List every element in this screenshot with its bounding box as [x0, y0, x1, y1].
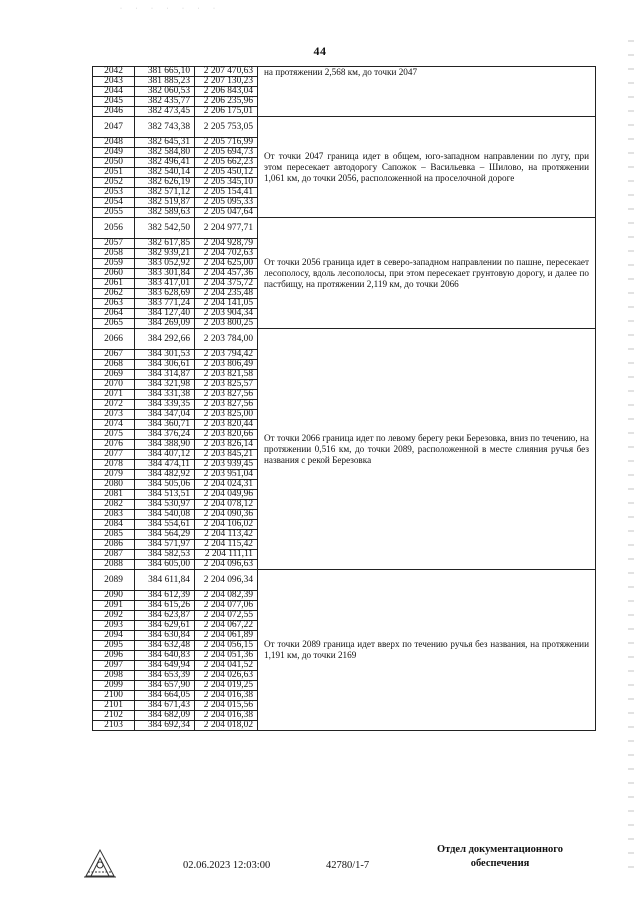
x-coordinate-cell: 383 628,69: [135, 289, 195, 299]
point-number-cell: 2050: [93, 158, 135, 168]
point-number-cell: 2042: [93, 67, 135, 77]
point-number-cell: 2060: [93, 269, 135, 279]
x-coordinate-cell: 384 657,90: [135, 681, 195, 691]
point-number-cell: 2069: [93, 370, 135, 380]
x-coordinate-cell: 384 571,97: [135, 540, 195, 550]
x-coordinate-cell: 384 649,94: [135, 661, 195, 671]
y-coordinate-cell: 2 207 470,63: [195, 67, 258, 77]
y-coordinate-cell: 2 203 821,58: [195, 370, 258, 380]
point-number-cell: 2046: [93, 107, 135, 117]
emblem-logo: [80, 844, 120, 880]
point-number-cell: 2081: [93, 490, 135, 500]
y-coordinate-cell: 2 204 019,25: [195, 681, 258, 691]
point-number-cell: 2101: [93, 701, 135, 711]
y-coordinate-cell: 2 203 800,25: [195, 319, 258, 329]
x-coordinate-cell: 384 269,09: [135, 319, 195, 329]
y-coordinate-cell: 2 203 827,56: [195, 390, 258, 400]
point-number-cell: 2076: [93, 440, 135, 450]
x-coordinate-cell: 381 665,10: [135, 67, 195, 77]
footer-datetime: 02.06.2023 12:03:00: [183, 860, 271, 871]
y-coordinate-cell: 2 203 826,14: [195, 440, 258, 450]
x-coordinate-cell: 384 682,09: [135, 711, 195, 721]
point-number-cell: 2082: [93, 500, 135, 510]
y-coordinate-cell: 2 205 095,33: [195, 198, 258, 208]
point-number-cell: 2102: [93, 711, 135, 721]
point-number-cell: 2068: [93, 360, 135, 370]
x-coordinate-cell: 384 388,90: [135, 440, 195, 450]
x-coordinate-cell: 382 584,80: [135, 148, 195, 158]
x-coordinate-cell: 383 301,84: [135, 269, 195, 279]
y-coordinate-cell: 2 204 015,56: [195, 701, 258, 711]
y-coordinate-cell: 2 203 825,00: [195, 410, 258, 420]
y-coordinate-cell: 2 205 753,05: [195, 117, 258, 138]
y-coordinate-cell: 2 203 794,42: [195, 350, 258, 360]
x-coordinate-cell: 384 629,61: [135, 621, 195, 631]
table-row: [93, 570, 596, 591]
point-number-cell: 2062: [93, 289, 135, 299]
y-coordinate-cell: 2 204 106,02: [195, 520, 258, 530]
x-coordinate-cell: 384 530,97: [135, 500, 195, 510]
x-coordinate-cell: 384 474,11: [135, 460, 195, 470]
point-number-cell: 2091: [93, 601, 135, 611]
y-coordinate-cell: 2 204 977,71: [195, 218, 258, 239]
point-number-cell: 2074: [93, 420, 135, 430]
point-number-cell: 2070: [93, 380, 135, 390]
y-coordinate-cell: 2 204 016,38: [195, 691, 258, 701]
y-coordinate-cell: 2 206 235,96: [195, 97, 258, 107]
x-coordinate-cell: 382 743,38: [135, 117, 195, 138]
y-coordinate-cell: 2 204 067,22: [195, 621, 258, 631]
x-coordinate-cell: 382 617,85: [135, 239, 195, 249]
y-coordinate-cell: 2 205 345,10: [195, 178, 258, 188]
x-coordinate-cell: 384 482,92: [135, 470, 195, 480]
page-number: 44: [313, 44, 327, 58]
point-number-cell: 2086: [93, 540, 135, 550]
point-number-cell: 2047: [93, 117, 135, 138]
footer-department-line2: обеспечения: [470, 858, 530, 869]
x-coordinate-cell: 382 540,14: [135, 168, 195, 178]
y-coordinate-cell: 2 205 716,99: [195, 138, 258, 148]
x-coordinate-cell: 384 347,04: [135, 410, 195, 420]
footer-document-code: 42780/1-7: [326, 860, 370, 871]
point-number-cell: 2073: [93, 410, 135, 420]
x-coordinate-cell: 384 632,48: [135, 641, 195, 651]
boundary-description: От точки 2089 граница идет вверх по течению ручья без названия, на протяжении 1,191 км, до точки 2169: [258, 570, 596, 731]
x-coordinate-cell: 384 605,00: [135, 560, 195, 570]
table-row: [93, 329, 596, 350]
x-coordinate-cell: 384 331,38: [135, 390, 195, 400]
x-coordinate-cell: 384 127,40: [135, 309, 195, 319]
x-coordinate-cell: 382 542,50: [135, 218, 195, 239]
x-coordinate-cell: 384 314,87: [135, 370, 195, 380]
y-coordinate-cell: 2 203 825,57: [195, 380, 258, 390]
scan-edge-noise: [628, 40, 634, 880]
y-coordinate-cell: 2 204 090,36: [195, 510, 258, 520]
x-coordinate-cell: 382 571,12: [135, 188, 195, 198]
x-coordinate-cell: 384 339,35: [135, 400, 195, 410]
y-coordinate-cell: 2 204 061,89: [195, 631, 258, 641]
x-coordinate-cell: 382 060,53: [135, 87, 195, 97]
x-coordinate-cell: 384 623,87: [135, 611, 195, 621]
boundary-description: От точки 2047 граница идет в общем, юго-западном направлении по лугу, при этом пересекает автодорогу Сапожок – Васильевка – Шилово, на протяжении 1,061 км, до точки 2056, расположенной на проселочной дороге: [258, 117, 596, 218]
table-row: [93, 67, 596, 77]
y-coordinate-cell: 2 204 041,52: [195, 661, 258, 671]
point-number-cell: 2084: [93, 520, 135, 530]
y-coordinate-cell: 2 203 806,49: [195, 360, 258, 370]
point-number-cell: 2100: [93, 691, 135, 701]
y-coordinate-cell: 2 204 111,11: [195, 550, 258, 560]
x-coordinate-cell: 384 630,84: [135, 631, 195, 641]
point-number-cell: 2054: [93, 198, 135, 208]
y-coordinate-cell: 2 204 141,05: [195, 299, 258, 309]
point-number-cell: 2059: [93, 259, 135, 269]
x-coordinate-cell: 382 496,41: [135, 158, 195, 168]
y-coordinate-cell: 2 203 845,21: [195, 450, 258, 460]
point-number-cell: 2080: [93, 480, 135, 490]
x-coordinate-cell: 382 519,87: [135, 198, 195, 208]
y-coordinate-cell: 2 206 175,01: [195, 107, 258, 117]
y-coordinate-cell: 2 204 016,38: [195, 711, 258, 721]
x-coordinate-cell: 382 626,19: [135, 178, 195, 188]
point-number-cell: 2088: [93, 560, 135, 570]
y-coordinate-cell: 2 204 026,63: [195, 671, 258, 681]
y-coordinate-cell: 2 205 450,12: [195, 168, 258, 178]
point-number-cell: 2051: [93, 168, 135, 178]
y-coordinate-cell: 2 204 078,12: [195, 500, 258, 510]
point-number-cell: 2057: [93, 239, 135, 249]
y-coordinate-cell: 2 204 457,36: [195, 269, 258, 279]
y-coordinate-cell: 2 205 154,41: [195, 188, 258, 198]
point-number-cell: 2096: [93, 651, 135, 661]
boundary-description: на протяжении 2,568 км, до точки 2047: [258, 67, 596, 117]
point-number-cell: 2094: [93, 631, 135, 641]
point-number-cell: 2071: [93, 390, 135, 400]
point-number-cell: 2090: [93, 591, 135, 601]
point-number-cell: 2067: [93, 350, 135, 360]
scan-top-marks: · · · · · · ·: [120, 6, 221, 12]
x-coordinate-cell: 384 540,08: [135, 510, 195, 520]
point-number-cell: 2049: [93, 148, 135, 158]
y-coordinate-cell: 2 203 820,66: [195, 430, 258, 440]
boundary-description: От точки 2056 граница идет в северо-западном направлении по пашне, пересекает лесополосу, вдоль лесополосы, при этом пересекает грунтовую дорогу, и далее по пастбищу, на протяжении 2,119 км, до точки 2066: [258, 218, 596, 329]
x-coordinate-cell: 384 582,53: [135, 550, 195, 560]
y-coordinate-cell: 2 204 625,00: [195, 259, 258, 269]
y-coordinate-cell: 2 205 694,73: [195, 148, 258, 158]
point-number-cell: 2097: [93, 661, 135, 671]
table-row: [93, 117, 596, 138]
footer-department-line1: Отдел документационного: [436, 844, 564, 855]
x-coordinate-cell: 384 407,12: [135, 450, 195, 460]
x-coordinate-cell: 384 692,34: [135, 721, 195, 731]
coordinates-table: [92, 66, 596, 731]
point-number-cell: 2045: [93, 97, 135, 107]
point-number-cell: 2093: [93, 621, 135, 631]
y-coordinate-cell: 2 204 077,06: [195, 601, 258, 611]
point-number-cell: 2095: [93, 641, 135, 651]
point-number-cell: 2078: [93, 460, 135, 470]
x-coordinate-cell: 384 653,39: [135, 671, 195, 681]
y-coordinate-cell: 2 203 951,04: [195, 470, 258, 480]
point-number-cell: 2063: [93, 299, 135, 309]
y-coordinate-cell: 2 204 049,96: [195, 490, 258, 500]
point-number-cell: 2087: [93, 550, 135, 560]
point-number-cell: 2043: [93, 77, 135, 87]
y-coordinate-cell: 2 205 662,23: [195, 158, 258, 168]
point-number-cell: 2098: [93, 671, 135, 681]
y-coordinate-cell: 2 203 939,45: [195, 460, 258, 470]
x-coordinate-cell: 384 664,05: [135, 691, 195, 701]
point-number-cell: 2092: [93, 611, 135, 621]
point-number-cell: 2053: [93, 188, 135, 198]
y-coordinate-cell: 2 204 082,39: [195, 591, 258, 601]
boundary-description: От точки 2066 граница идет по левому берегу реки Березовка, вниз по течению, на протяжении 0,516 км, до точки 2089, расположенной в месте слияния ручья без названия с рекой Березовка: [258, 329, 596, 570]
x-coordinate-cell: 383 771,24: [135, 299, 195, 309]
x-coordinate-cell: 384 554,61: [135, 520, 195, 530]
y-coordinate-cell: 2 204 056,15: [195, 641, 258, 651]
x-coordinate-cell: 384 360,71: [135, 420, 195, 430]
point-number-cell: 2099: [93, 681, 135, 691]
point-number-cell: 2064: [93, 309, 135, 319]
point-number-cell: 2089: [93, 570, 135, 591]
y-coordinate-cell: 2 204 235,48: [195, 289, 258, 299]
point-number-cell: 2066: [93, 329, 135, 350]
y-coordinate-cell: 2 204 096,63: [195, 560, 258, 570]
x-coordinate-cell: 384 321,98: [135, 380, 195, 390]
x-coordinate-cell: 383 052,92: [135, 259, 195, 269]
footer-department: [400, 843, 600, 871]
y-coordinate-cell: 2 204 072,55: [195, 611, 258, 621]
point-number-cell: 2056: [93, 218, 135, 239]
point-number-cell: 2055: [93, 208, 135, 218]
x-coordinate-cell: 384 301,53: [135, 350, 195, 360]
y-coordinate-cell: 2 206 843,04: [195, 87, 258, 97]
point-number-cell: 2083: [93, 510, 135, 520]
x-coordinate-cell: 382 435,77: [135, 97, 195, 107]
x-coordinate-cell: 384 505,06: [135, 480, 195, 490]
x-coordinate-cell: 384 306,61: [135, 360, 195, 370]
y-coordinate-cell: 2 204 115,42: [195, 540, 258, 550]
y-coordinate-cell: 2 203 904,34: [195, 309, 258, 319]
y-coordinate-cell: 2 204 928,79: [195, 239, 258, 249]
point-number-cell: 2052: [93, 178, 135, 188]
table-row: [93, 218, 596, 239]
point-number-cell: 2085: [93, 530, 135, 540]
y-coordinate-cell: 2 204 113,42: [195, 530, 258, 540]
point-number-cell: 2072: [93, 400, 135, 410]
x-coordinate-cell: 384 376,24: [135, 430, 195, 440]
x-coordinate-cell: 384 612,39: [135, 591, 195, 601]
x-coordinate-cell: 382 473,45: [135, 107, 195, 117]
x-coordinate-cell: 384 564,29: [135, 530, 195, 540]
y-coordinate-cell: 2 204 018,02: [195, 721, 258, 731]
y-coordinate-cell: 2 203 820,44: [195, 420, 258, 430]
x-coordinate-cell: 384 615,26: [135, 601, 195, 611]
y-coordinate-cell: 2 205 047,64: [195, 208, 258, 218]
y-coordinate-cell: 2 204 375,72: [195, 279, 258, 289]
x-coordinate-cell: 384 640,83: [135, 651, 195, 661]
y-coordinate-cell: 2 203 827,56: [195, 400, 258, 410]
y-coordinate-cell: 2 207 130,23: [195, 77, 258, 87]
x-coordinate-cell: 382 645,31: [135, 138, 195, 148]
x-coordinate-cell: 384 671,43: [135, 701, 195, 711]
x-coordinate-cell: 384 611,84: [135, 570, 195, 591]
point-number-cell: 2058: [93, 249, 135, 259]
point-number-cell: 2065: [93, 319, 135, 329]
y-coordinate-cell: 2 204 702,63: [195, 249, 258, 259]
point-number-cell: 2075: [93, 430, 135, 440]
point-number-cell: 2048: [93, 138, 135, 148]
x-coordinate-cell: 383 417,01: [135, 279, 195, 289]
x-coordinate-cell: 382 589,63: [135, 208, 195, 218]
point-number-cell: 2103: [93, 721, 135, 731]
x-coordinate-cell: 384 513,51: [135, 490, 195, 500]
x-coordinate-cell: 382 939,21: [135, 249, 195, 259]
point-number-cell: 2061: [93, 279, 135, 289]
y-coordinate-cell: 2 203 784,00: [195, 329, 258, 350]
x-coordinate-cell: 381 885,23: [135, 77, 195, 87]
point-number-cell: 2044: [93, 87, 135, 97]
point-number-cell: 2077: [93, 450, 135, 460]
point-number-cell: 2079: [93, 470, 135, 480]
y-coordinate-cell: 2 204 096,34: [195, 570, 258, 591]
y-coordinate-cell: 2 204 024,31: [195, 480, 258, 490]
y-coordinate-cell: 2 204 051,36: [195, 651, 258, 661]
x-coordinate-cell: 384 292,66: [135, 329, 195, 350]
